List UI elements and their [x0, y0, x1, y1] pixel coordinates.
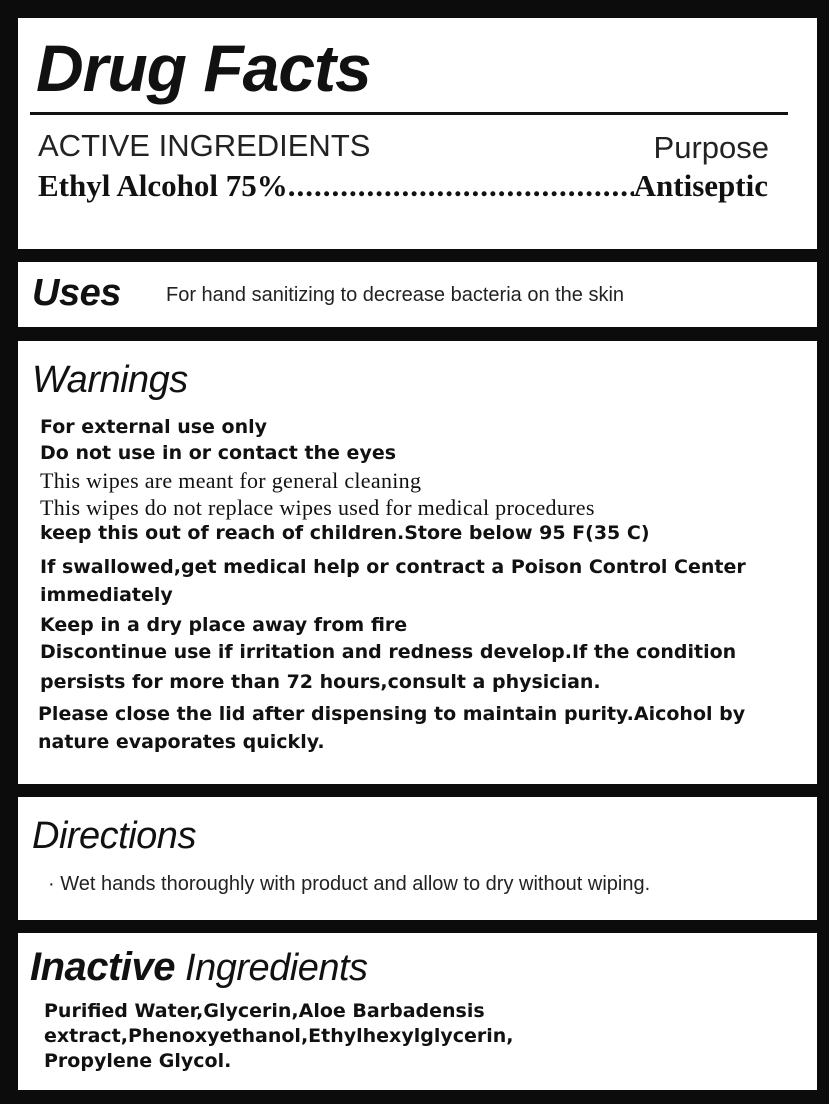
warning-line: This wipes do not replace wipes used for medical procedures — [40, 495, 595, 520]
warning-line: Do not use in or contact the eyes — [40, 442, 397, 464]
title-divider — [30, 112, 788, 115]
ingredient-name: Ethyl Alcohol 75% — [38, 168, 288, 203]
warning-line: Please close the lid after dispensing to maintain purity.Aicohol by — [38, 703, 746, 725]
warning-line: This wipes are meant for general cleaning — [40, 468, 422, 493]
uses-panel — [18, 262, 817, 327]
ingredient-row — [38, 168, 768, 204]
directions-panel — [18, 797, 817, 920]
dot-leader — [288, 168, 634, 204]
warnings-panel — [18, 341, 817, 784]
purpose-heading: Purpose — [653, 130, 769, 165]
directions-text: · Wet hands thoroughly with product and allow to dry without wiping. — [48, 873, 651, 895]
inactive-heading-word: Inactive — [30, 945, 175, 989]
active-ingredients-panel — [18, 18, 817, 249]
warning-line: immediately — [40, 584, 173, 606]
ingredients-heading-word: Ingredients — [185, 947, 368, 989]
warning-line: keep this out of reach of children.Store below 95 F(35 C) — [40, 522, 650, 544]
directions-heading: Directions — [32, 815, 196, 857]
inactive-ingredients-heading — [30, 945, 368, 990]
uses-text: For hand sanitizing to decrease bacteria on the skin — [166, 284, 625, 306]
warning-line: nature evaporates quickly. — [38, 731, 325, 753]
active-ingredients-heading: ACTIVE INGREDIENTS — [38, 128, 371, 163]
warning-line: persists for more than 72 hours,consult a physician. — [40, 671, 601, 693]
page-title: Drug Facts — [36, 31, 371, 105]
inactive-ingredients-text: Purified Water,Glycerin,Aloe Barbadensis extract,Phenoxyethanol,Ethylhexylglycerin, Propylene Glycol. — [44, 1000, 514, 1072]
warning-line: Discontinue use if irritation and redness develop.If the condition — [40, 641, 737, 663]
uses-heading: Uses — [32, 272, 121, 314]
warnings-heading: Warnings — [32, 359, 188, 401]
warning-line: For external use only — [40, 416, 268, 438]
ingredient-purpose: Antiseptic — [633, 168, 768, 203]
inactive-ingredients-panel — [18, 933, 817, 1090]
warning-line: Keep in a dry place away from fire — [40, 614, 408, 636]
warning-line: If swallowed,get medical help or contract a Poison Control Center — [40, 556, 746, 578]
